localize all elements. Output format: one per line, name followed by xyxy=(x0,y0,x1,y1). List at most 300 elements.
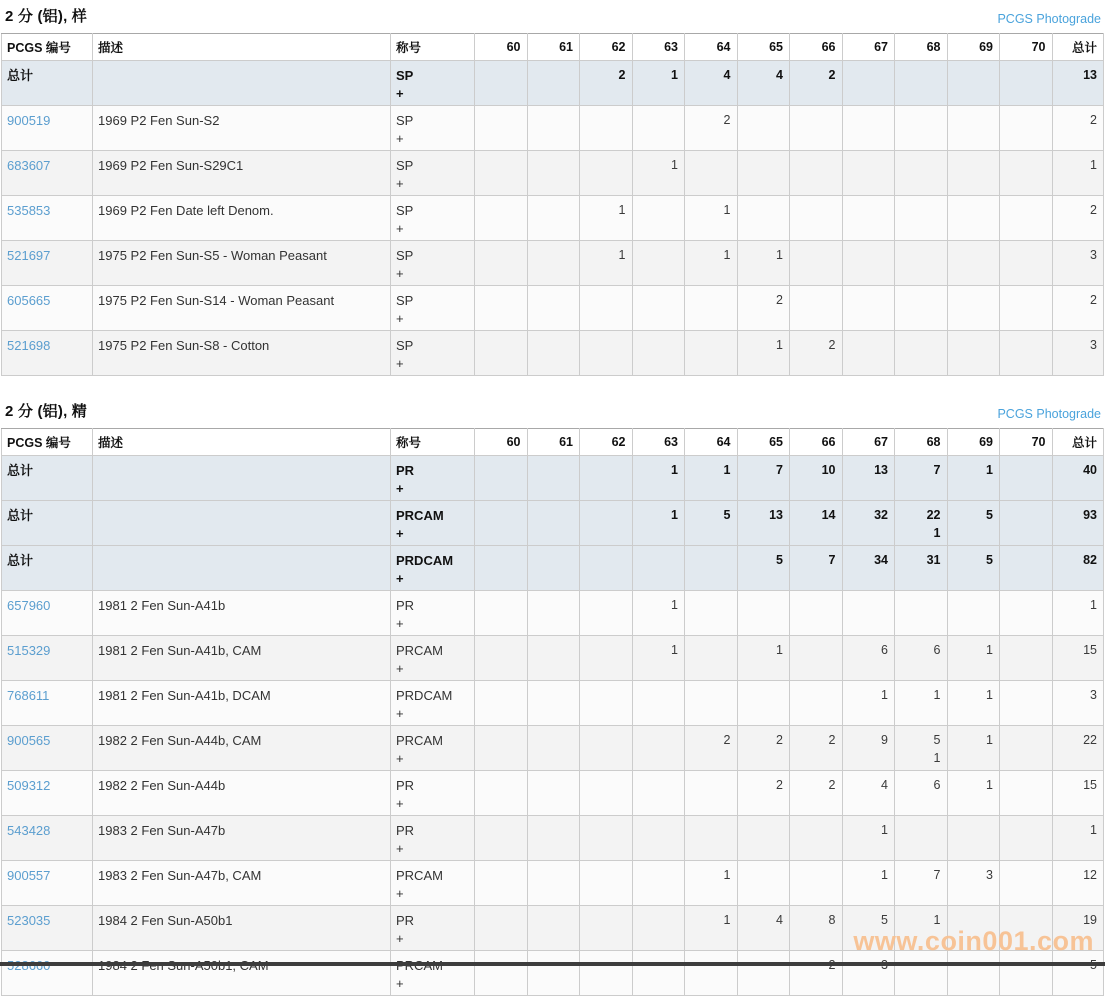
grade-cell-64 xyxy=(685,61,738,106)
grade-cell-69 xyxy=(947,861,1000,906)
grade-cell-63 xyxy=(632,771,685,816)
table-row xyxy=(2,771,1104,816)
designation-cell xyxy=(391,816,475,861)
table-row xyxy=(2,286,1104,331)
table-row xyxy=(2,681,1104,726)
designation-plus-label: + xyxy=(396,750,404,766)
grade-cell-65 xyxy=(737,951,790,996)
grade-cell-65 xyxy=(737,861,790,906)
grade-cell-63 xyxy=(632,906,685,951)
grade-cell-61 xyxy=(527,636,580,681)
grade-cell-62 xyxy=(580,106,633,151)
grade-cell-60 xyxy=(475,906,528,951)
grade-count: 1 xyxy=(671,158,678,172)
grade-count: 14 xyxy=(821,508,836,522)
designation-label: PR xyxy=(396,463,415,478)
grade-cell-64 xyxy=(685,636,738,681)
grade-count: 8 xyxy=(828,913,836,927)
grade-cell-70 xyxy=(1000,861,1053,906)
grade-cell-70 xyxy=(1000,331,1053,376)
grade-cell-69 xyxy=(947,331,1000,376)
designation-cell xyxy=(391,951,475,996)
header-row xyxy=(2,34,1104,61)
grade-cell-63 xyxy=(632,546,685,591)
grade-cell-70 xyxy=(1000,636,1053,681)
description-cell xyxy=(93,501,391,546)
grade-cell-61 xyxy=(527,456,580,501)
grade-cell-67 xyxy=(842,151,895,196)
grade-cell-70 xyxy=(1000,816,1053,861)
designation-label: SP xyxy=(396,158,414,173)
grade-cell-69 xyxy=(947,591,1000,636)
column-header-grade-67: 67 xyxy=(842,429,895,456)
grade-cell-69 xyxy=(947,61,1000,106)
grade-cell-70 xyxy=(1000,196,1053,241)
designation-plus-label: + xyxy=(396,570,404,586)
grade-cell-63 xyxy=(632,591,685,636)
grade-cell-67 xyxy=(842,636,895,681)
column-header-grade-61: 61 xyxy=(527,429,580,456)
grade-cell-63 xyxy=(632,861,685,906)
designation-cell xyxy=(391,286,475,331)
grade-cell-68 xyxy=(895,331,948,376)
grade-cell-61 xyxy=(527,286,580,331)
designation-plus-label: + xyxy=(396,975,404,991)
grade-count: 1 xyxy=(986,733,993,747)
grade-cell-70 xyxy=(1000,726,1053,771)
column-header-grade-70: 70 xyxy=(1000,34,1053,61)
grade-count: 2 xyxy=(723,733,731,747)
total-cell: 2 xyxy=(1052,196,1104,241)
pcgs-photograde-link[interactable]: PCGS Photograde xyxy=(997,407,1101,421)
grade-cell-63 xyxy=(632,196,685,241)
grade-cell-65 xyxy=(737,591,790,636)
grade-cell-62 xyxy=(580,636,633,681)
grade-cell-61 xyxy=(527,196,580,241)
column-header-grade-63: 63 xyxy=(632,34,685,61)
grade-cell-67 xyxy=(842,546,895,591)
designation-cell xyxy=(391,456,475,501)
grade-count: 34 xyxy=(874,553,888,567)
designation-label: SP xyxy=(396,338,414,353)
total-cell xyxy=(1052,951,1104,996)
designation-label: PRCAM xyxy=(396,868,443,883)
grade-cell-70 xyxy=(1000,61,1053,106)
grade-cell-62 xyxy=(580,151,633,196)
grade-cell-61 xyxy=(527,816,580,861)
grade-cell-68 xyxy=(895,501,948,546)
total-cell: 40 xyxy=(1052,456,1104,501)
column-header-grade-66: 66 xyxy=(790,429,843,456)
column-header-grade-63: 63 xyxy=(632,429,685,456)
table-row xyxy=(2,331,1104,376)
population-table-specimen xyxy=(1,33,1104,376)
grade-cell-65 xyxy=(737,456,790,501)
watermark: www.coin001.com xyxy=(853,926,1094,956)
grade-cell-70 xyxy=(1000,106,1053,151)
grade-cell-62 xyxy=(580,501,633,546)
designation-cell xyxy=(391,151,475,196)
designation-plus-label: + xyxy=(396,355,404,371)
designation-label: SP xyxy=(396,68,414,83)
grade-cell-62 xyxy=(580,591,633,636)
pcgs-number-link[interactable]: 683607 xyxy=(7,158,51,173)
header-row xyxy=(2,429,1104,456)
designation-label: SP xyxy=(396,293,414,308)
description-cell xyxy=(93,456,391,501)
grade-count: 2 xyxy=(618,68,626,82)
grade-cell-62 xyxy=(580,816,633,861)
grade-cell-66 xyxy=(790,636,843,681)
designation-label: PRDCAM xyxy=(396,553,454,568)
total-row-label-cell: 总计 xyxy=(2,61,93,106)
grade-cell-60 xyxy=(475,501,528,546)
designation-label: PRCAM xyxy=(396,733,443,748)
pcgs-number-link[interactable]: 521698 xyxy=(7,338,51,353)
designation-plus-label: + xyxy=(396,310,404,326)
grade-count: 2 xyxy=(776,293,783,307)
grade-cell-68 xyxy=(895,906,948,951)
grade-cell-70 xyxy=(1000,241,1053,286)
grade-cell-60 xyxy=(475,861,528,906)
total-row xyxy=(2,456,1104,501)
grade-cell-66 xyxy=(790,951,843,996)
pcgs-number-link[interactable]: 900565 xyxy=(7,733,51,748)
grade-count: 1 xyxy=(933,913,941,927)
pcgs-photograde-link[interactable]: PCGS Photograde xyxy=(997,12,1101,26)
grade-cell-63 xyxy=(632,331,685,376)
total-cell: 1 xyxy=(1052,151,1104,196)
grade-count: 6 xyxy=(933,643,941,657)
designation-plus-label: + xyxy=(396,840,404,856)
grade-cell-69 xyxy=(947,501,1000,546)
designation-plus-label: + xyxy=(396,130,404,146)
grade-count: 2 xyxy=(828,778,836,792)
grade-cell-63 xyxy=(632,456,685,501)
grade-count: 5 xyxy=(986,553,993,567)
total-cell: 22 xyxy=(1052,726,1104,771)
grade-cell-66 xyxy=(790,861,843,906)
total-cell: 93 xyxy=(1052,501,1104,546)
grade-count: 1 xyxy=(618,248,626,262)
grade-cell-70 xyxy=(1000,151,1053,196)
designation-label: SP xyxy=(396,203,414,218)
grade-cell-65 xyxy=(737,771,790,816)
table-row xyxy=(2,906,1104,951)
grade-cell-60 xyxy=(475,331,528,376)
grade-count: 22 xyxy=(926,508,941,522)
total-cell: 19 xyxy=(1052,906,1104,951)
grade-cell-67 xyxy=(842,106,895,151)
grade-cell-61 xyxy=(527,951,580,996)
designation-cell xyxy=(391,106,475,151)
pcgs-number-link[interactable]: 657960 xyxy=(7,598,51,613)
description-cell: 1969 P2 Fen Sun-S29C1 xyxy=(93,151,391,196)
pcgs-number-cell xyxy=(2,726,93,771)
description-cell: 1969 P2 Fen Sun-S2 xyxy=(93,106,391,151)
grade-cell-65 xyxy=(737,726,790,771)
table-row xyxy=(2,816,1104,861)
section-title: 2 分 (铝), 样 xyxy=(5,8,88,25)
grade-cell-70 xyxy=(1000,591,1053,636)
description-cell xyxy=(93,546,391,591)
designation-label: PRCAM xyxy=(396,508,444,523)
grade-cell-66 xyxy=(790,501,843,546)
grade-cell-64 xyxy=(685,331,738,376)
grade-cell-69 xyxy=(947,906,1000,951)
column-header-description: 描述 xyxy=(93,429,391,456)
section-head xyxy=(0,0,1105,33)
grade-cell-64 xyxy=(685,681,738,726)
total-cell: 2 xyxy=(1052,106,1104,151)
description-cell: 1969 P2 Fen Date left Denom. xyxy=(93,196,391,241)
total-cell: 2 xyxy=(1052,286,1104,331)
column-header-grade-62: 62 xyxy=(580,429,633,456)
pcgs-number-link[interactable]: 768611 xyxy=(7,688,50,703)
grade-cell-70 xyxy=(1000,286,1053,331)
pcgs-number-link[interactable]: 535853 xyxy=(7,203,51,218)
grade-cell-67 xyxy=(842,681,895,726)
grade-count: 2 xyxy=(776,733,783,747)
grade-count: 2 xyxy=(828,733,836,747)
grade-cell-65 xyxy=(737,501,790,546)
grade-cell-64 xyxy=(685,951,738,996)
column-header-grade-68: 68 xyxy=(895,429,948,456)
designation-cell xyxy=(391,726,475,771)
grade-cell-68 xyxy=(895,106,948,151)
grade-cell-60 xyxy=(475,816,528,861)
grade-count: 31 xyxy=(926,553,941,567)
grade-count: 13 xyxy=(874,463,888,477)
column-header-total: 总计 xyxy=(1052,34,1104,61)
grade-cell-61 xyxy=(527,681,580,726)
grade-count: 7 xyxy=(933,463,941,477)
report-section-proof xyxy=(0,376,1105,996)
grade-count: 1 xyxy=(933,688,941,702)
pcgs-number-link[interactable]: 543428 xyxy=(7,823,51,838)
designation-plus-label: + xyxy=(396,265,404,281)
grade-cell-65 xyxy=(737,681,790,726)
grade-cell-68 xyxy=(895,861,948,906)
column-header-grade-66: 66 xyxy=(790,34,843,61)
grade-count: 6 xyxy=(881,643,888,657)
table-row xyxy=(2,151,1104,196)
pcgs-number-link[interactable]: 523035 xyxy=(7,913,51,928)
grade-cell-64 xyxy=(685,456,738,501)
description-cell: 1975 P2 Fen Sun-S5 - Woman Peasant xyxy=(93,241,391,286)
grade-cell-60 xyxy=(475,61,528,106)
grade-cell-67 xyxy=(842,726,895,771)
grade-cell-63 xyxy=(632,61,685,106)
grade-cell-68 xyxy=(895,286,948,331)
designation-plus-label: + xyxy=(396,930,404,946)
total-cell: 1 xyxy=(1052,816,1104,861)
grade-cell-63 xyxy=(632,681,685,726)
designation-label: PR xyxy=(396,598,415,613)
grade-cell-70 xyxy=(1000,951,1053,996)
grade-cell-64 xyxy=(685,591,738,636)
description-cell: 1984 2 Fen Sun-A50b1 xyxy=(93,906,391,951)
description-cell: 1983 2 Fen Sun-A47b xyxy=(93,816,391,861)
grade-count: 1 xyxy=(776,338,783,352)
grade-count: 2 xyxy=(828,338,836,352)
grade-cell-62 xyxy=(580,61,633,106)
grade-count: 1 xyxy=(986,643,993,657)
description-cell xyxy=(93,951,391,996)
section-title: 2 分 (铝), 精 xyxy=(5,403,88,420)
pcgs-number-link[interactable]: 521697 xyxy=(7,248,51,263)
grade-count: 3 xyxy=(986,868,993,882)
grade-cell-68 xyxy=(895,726,948,771)
grade-cell-64 xyxy=(685,726,738,771)
grade-count: 2 xyxy=(723,113,731,127)
grade-cell-62 xyxy=(580,546,633,591)
total-cell: 3 xyxy=(1052,331,1104,376)
grade-cell-69 xyxy=(947,286,1000,331)
grade-count: 10 xyxy=(821,463,836,477)
designation-label: SP xyxy=(396,113,414,128)
designation-cell xyxy=(391,61,475,106)
grade-cell-62 xyxy=(580,196,633,241)
description-cell: 1975 P2 Fen Sun-S14 - Woman Peasant xyxy=(93,286,391,331)
grade-count: 7 xyxy=(933,868,941,882)
population-table-proof xyxy=(1,428,1104,996)
column-header-grade-62: 62 xyxy=(580,34,633,61)
designation-label: PRCAM xyxy=(396,643,443,658)
grade-cell-63 xyxy=(632,951,685,996)
grade-cell-62 xyxy=(580,241,633,286)
grade-cell-66 xyxy=(790,241,843,286)
grade-cell-69 xyxy=(947,546,1000,591)
grade-cell-68 xyxy=(895,151,948,196)
grade-cell-68 xyxy=(895,546,948,591)
pcgs-number-link[interactable]: 515329 xyxy=(7,643,51,658)
column-header-designation: 称号 xyxy=(391,429,475,456)
grade-cell-62 xyxy=(580,726,633,771)
grade-cell-63 xyxy=(632,726,685,771)
column-header-designation: 称号 xyxy=(391,34,475,61)
grade-cell-69 xyxy=(947,241,1000,286)
column-header-grade-65: 65 xyxy=(737,34,790,61)
grade-cell-63 xyxy=(632,106,685,151)
grade-cell-64 xyxy=(685,286,738,331)
grade-count: 1 xyxy=(933,751,941,766)
grade-cell-65 xyxy=(737,906,790,951)
grade-cell-68 xyxy=(895,771,948,816)
column-header-grade-61: 61 xyxy=(527,34,580,61)
grade-cell-67 xyxy=(842,286,895,331)
grade-cell-66 xyxy=(790,681,843,726)
column-header-grade-60: 60 xyxy=(475,429,528,456)
grade-cell-61 xyxy=(527,726,580,771)
designation-plus-label: + xyxy=(396,85,404,101)
grade-cell-66 xyxy=(790,196,843,241)
grade-cell-68 xyxy=(895,816,948,861)
grade-cell-60 xyxy=(475,241,528,286)
grade-cell-62 xyxy=(580,286,633,331)
grade-cell-65 xyxy=(737,106,790,151)
designation-plus-label: + xyxy=(396,525,404,541)
grade-count: 1 xyxy=(723,203,731,217)
total-row xyxy=(2,61,1104,106)
grade-count: 1 xyxy=(723,868,731,882)
grade-cell-65 xyxy=(737,331,790,376)
grade-cell-70 xyxy=(1000,546,1053,591)
grade-cell-61 xyxy=(527,861,580,906)
pcgs-number-cell xyxy=(2,196,93,241)
grade-cell-69 xyxy=(947,456,1000,501)
grade-cell-69 xyxy=(947,771,1000,816)
grade-cell-70 xyxy=(1000,456,1053,501)
grade-count: 1 xyxy=(933,526,941,541)
designation-label: PR xyxy=(396,913,415,928)
grade-cell-67 xyxy=(842,951,895,996)
grade-count: 1 xyxy=(671,463,678,477)
designation-plus-label: + xyxy=(396,885,404,901)
grade-cell-70 xyxy=(1000,906,1053,951)
designation-label: SP xyxy=(396,248,414,263)
grade-cell-69 xyxy=(947,636,1000,681)
pcgs-number-link[interactable]: 605665 xyxy=(7,293,51,308)
grade-cell-62 xyxy=(580,331,633,376)
table-row xyxy=(2,951,1104,996)
designation-plus-label: + xyxy=(396,480,404,496)
pcgs-number-cell xyxy=(2,331,93,376)
section-head xyxy=(0,376,1105,428)
pcgs-number-link[interactable]: 900519 xyxy=(7,113,51,128)
pcgs-number-link[interactable]: 900557 xyxy=(7,868,51,883)
grade-cell-67 xyxy=(842,241,895,286)
grade-count: 5 xyxy=(723,508,731,522)
designation-cell xyxy=(391,681,475,726)
grade-cell-60 xyxy=(475,456,528,501)
pcgs-number-cell xyxy=(2,106,93,151)
grade-cell-60 xyxy=(475,591,528,636)
grade-cell-66 xyxy=(790,816,843,861)
pcgs-number-link[interactable]: 509312 xyxy=(7,778,51,793)
grade-cell-69 xyxy=(947,816,1000,861)
grade-cell-62 xyxy=(580,771,633,816)
total-cell: 82 xyxy=(1052,546,1104,591)
table-row xyxy=(2,106,1104,151)
grade-count: 7 xyxy=(828,553,836,567)
grade-count: 7 xyxy=(776,463,783,477)
pcgs-number-cell xyxy=(2,816,93,861)
grade-cell-65 xyxy=(737,241,790,286)
grade-count: 4 xyxy=(723,68,731,82)
grade-count: 1 xyxy=(986,688,993,702)
grade-cell-60 xyxy=(475,546,528,591)
designation-cell xyxy=(391,196,475,241)
grade-count: 1 xyxy=(671,598,678,612)
grade-cell-69 xyxy=(947,726,1000,771)
total-row-label-cell: 总计 xyxy=(2,546,93,591)
designation-plus-label: + xyxy=(396,795,404,811)
grade-count: 1 xyxy=(881,688,888,702)
grade-cell-69 xyxy=(947,196,1000,241)
grade-cell-66 xyxy=(790,286,843,331)
grade-cell-64 xyxy=(685,241,738,286)
column-header-grade-65: 65 xyxy=(737,429,790,456)
grade-cell-63 xyxy=(632,151,685,196)
grade-cell-64 xyxy=(685,771,738,816)
grade-cell-68 xyxy=(895,681,948,726)
designation-plus-label: + xyxy=(396,705,404,721)
designation-label: PR xyxy=(396,823,415,838)
grade-cell-67 xyxy=(842,331,895,376)
grade-cell-68 xyxy=(895,591,948,636)
grade-count: 1 xyxy=(776,248,783,262)
